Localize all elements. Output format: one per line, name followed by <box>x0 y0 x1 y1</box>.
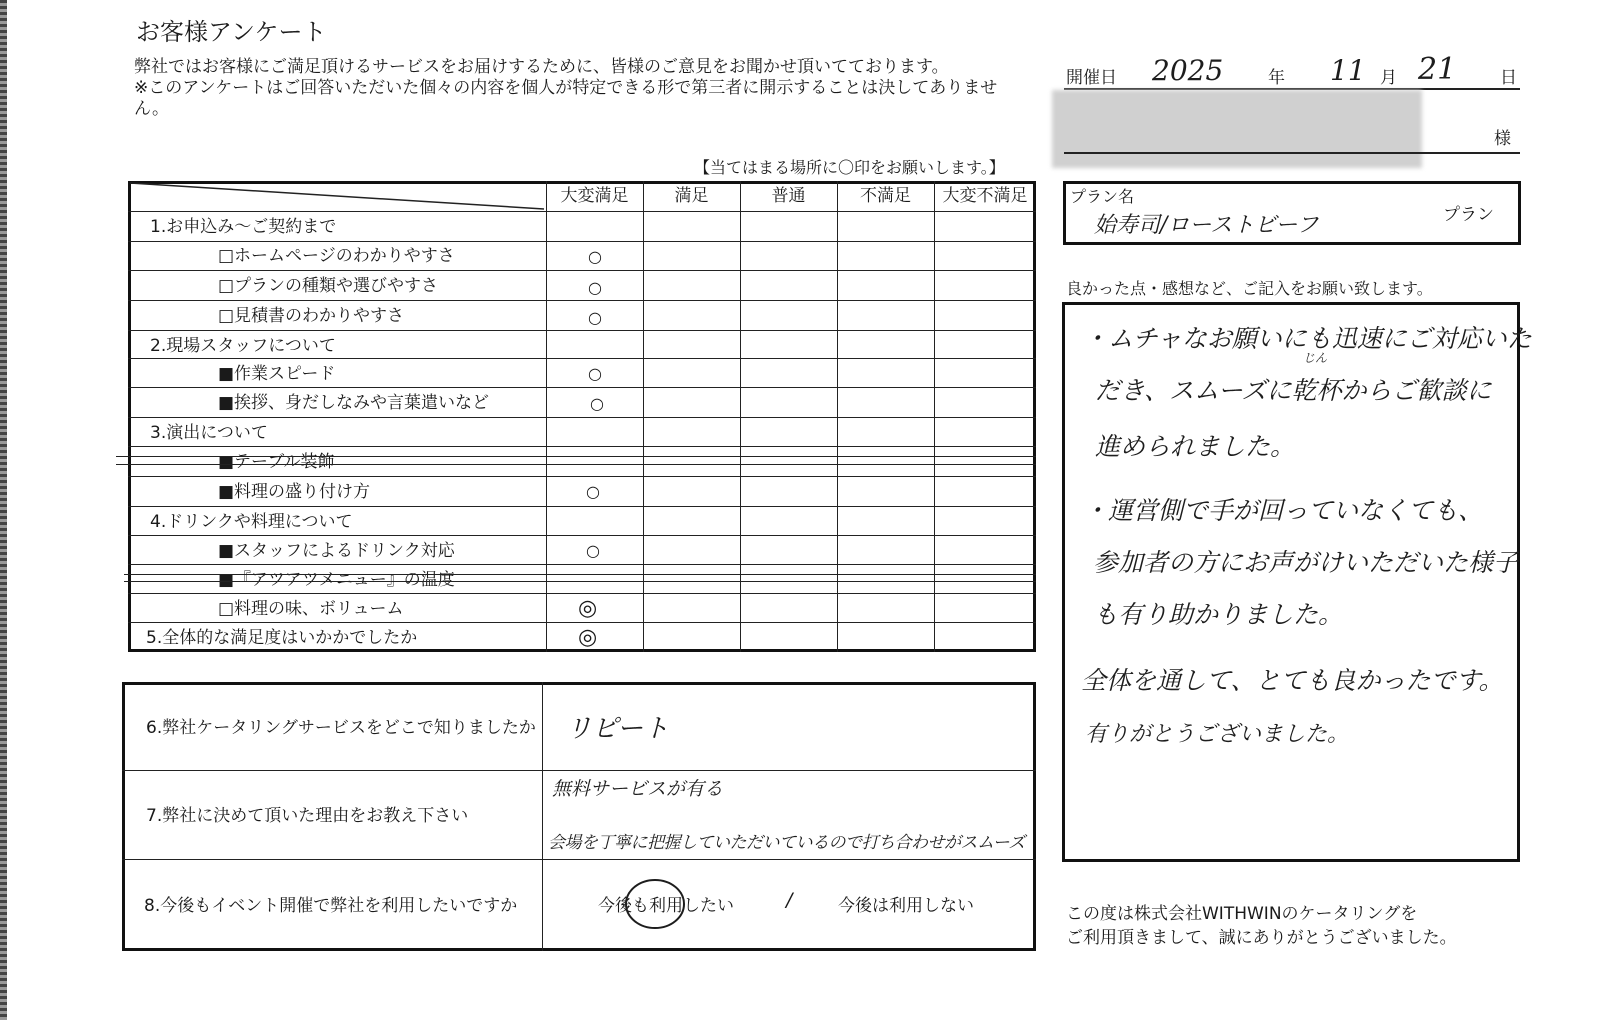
intro-line-1: 弊社ではお客様にご満足頂けるサービスをお届けするために、皆様のご意見をお聞かせ頂いてております。 <box>134 57 949 77</box>
comment-line-2: だき、スムーズに乾杯からご歓談に <box>1095 376 1492 405</box>
q8-circle-mark <box>622 876 688 932</box>
instruction-text: 【当てはまる場所に〇印をお願いします。】 <box>694 158 1005 177</box>
strike-line <box>124 581 1036 582</box>
item-taste-volume-label: □料理の味、ボリューム <box>218 599 404 619</box>
rating-mark[interactable]: ○ <box>588 364 602 383</box>
comments-box[interactable] <box>1062 302 1532 862</box>
plan-suffix: プラン <box>1443 205 1494 225</box>
intro-line-2: ※このアンケートはご回答いただいた個々の内容を個人が特定できる形で第三者に開示することは決してありませ <box>134 78 998 98</box>
q8-option-no[interactable]: 今後は利用しない <box>838 896 974 916</box>
col-very-dissatisfied: 大変不満足 <box>942 186 1028 206</box>
form-title: お客様アンケート <box>136 18 327 46</box>
section-4-label: 4.ドリンクや料理について <box>150 512 353 532</box>
section-3-label: 3.演出について <box>150 423 268 443</box>
section-1-label: 1.お申込み～ご契約まで <box>150 217 337 237</box>
questions-vline <box>542 682 543 951</box>
plan-label: プラン名 <box>1070 187 1135 206</box>
scan-edge <box>0 0 7 1020</box>
item-table-decor-label: ■テーブル装飾 <box>218 452 335 472</box>
col-neutral: 普通 <box>771 186 806 206</box>
footer-thanks <box>1066 902 1457 950</box>
rating-mark[interactable]: ◎ <box>578 596 598 621</box>
date-day[interactable]: 21 <box>1418 52 1457 87</box>
footer-line-2: ご利用頂きまして、誠にありがとうございました。 <box>1066 928 1457 948</box>
customer-underline <box>1064 152 1520 154</box>
item-plan-types-label: □プランの種類や選びやすさ <box>218 276 439 296</box>
date-year[interactable]: 2025 <box>1152 54 1224 87</box>
comment-ruby: じん <box>1303 351 1328 365</box>
section-2-label: 2.現場スタッフについて <box>150 336 336 356</box>
header-diagonal <box>128 181 546 211</box>
q7-answer-line-2[interactable]: 会場を丁寧に把握していただいているので打ち合わせがスムーズ <box>548 833 1025 853</box>
rating-mark[interactable]: ◎ <box>578 625 598 650</box>
customer-suffix: 様 <box>1494 129 1511 149</box>
redacted-customer-name <box>1052 90 1422 168</box>
q6-answer[interactable]: リピート <box>566 714 669 744</box>
q8-label: 8.今後もイベント開催で弊社を利用したいですか <box>144 896 518 916</box>
questions-row-line <box>122 859 1036 860</box>
col-satisfied: 満足 <box>674 186 709 206</box>
item-manners-label: ■挨拶、身だしなみや言葉遣いなど <box>218 393 490 413</box>
q7-answer-line-1[interactable]: 無料サービスが有る <box>552 778 724 800</box>
comments-label: 良かった点・感想など、ご記入をお願い致します。 <box>1066 279 1433 298</box>
comment-line-1: ・ムチャなお願いにも迅速にご対応いた <box>1083 324 1532 353</box>
rating-mark[interactable]: ○ <box>588 278 602 297</box>
col-dissatisfied: 不満足 <box>860 186 911 206</box>
year-unit: 年 <box>1268 68 1285 88</box>
intro-line-3: ん。 <box>134 99 170 119</box>
item-estimate-label: □見積書のわかりやすさ <box>218 306 405 326</box>
footer-line-1: この度は株式会社WITHWINのケータリングを <box>1066 904 1418 924</box>
rating-mark[interactable]: ○ <box>586 541 600 560</box>
col-very-satisfied: 大変満足 <box>560 186 629 206</box>
section-5-label: 5.全体的な満足度はいかかでしたか <box>146 628 418 648</box>
rating-mark[interactable]: ○ <box>588 308 602 327</box>
item-drink-service-label: ■スタッフによるドリンク対応 <box>218 541 455 561</box>
comment-line-6: も有り助かりました。 <box>1093 600 1344 629</box>
strike-line <box>116 456 1036 457</box>
q7-label: 7.弊社に決めて頂いた理由をお教え下さい <box>146 806 469 826</box>
strike-line <box>116 464 1036 465</box>
rating-mark[interactable]: ○ <box>590 394 604 413</box>
date-label: 開催日 <box>1066 68 1117 88</box>
plan-value[interactable]: 始寿司/ローストビーフ <box>1094 213 1319 238</box>
comment-line-7: 全体を通して、とても良かったです。 <box>1081 666 1504 695</box>
questions-row-line <box>122 770 1036 771</box>
item-homepage-label: □ホームページのわかりやすさ <box>218 246 455 266</box>
item-work-speed-label: ■作業スピード <box>218 364 336 384</box>
comment-line-8: 有りがとうございました。 <box>1085 722 1350 747</box>
rating-mark[interactable]: ○ <box>586 482 600 501</box>
item-hot-menu-label: ■『アツアツメニュー』の温度 <box>218 570 455 590</box>
comment-line-5: 参加者の方にお声がけいただいた様子 <box>1093 548 1519 577</box>
item-food-plating-label: ■料理の盛り付け方 <box>218 482 371 502</box>
q6-label: 6.弊社ケータリングサービスをどこで知りましたか <box>146 718 536 738</box>
date-month[interactable]: 11 <box>1330 54 1366 87</box>
form-intro <box>134 57 1034 120</box>
comment-line-3: 進められました。 <box>1095 432 1296 461</box>
rating-mark[interactable]: ○ <box>588 247 602 266</box>
day-unit: 日 <box>1500 68 1517 88</box>
q8-separator: / <box>786 889 793 911</box>
strike-line <box>124 574 1036 575</box>
q8-option-yes[interactable]: 今後も利用したい <box>598 896 734 916</box>
month-unit: 月 <box>1380 68 1397 88</box>
comment-line-4: ・運営側で手が回っていなくても、 <box>1083 496 1484 525</box>
